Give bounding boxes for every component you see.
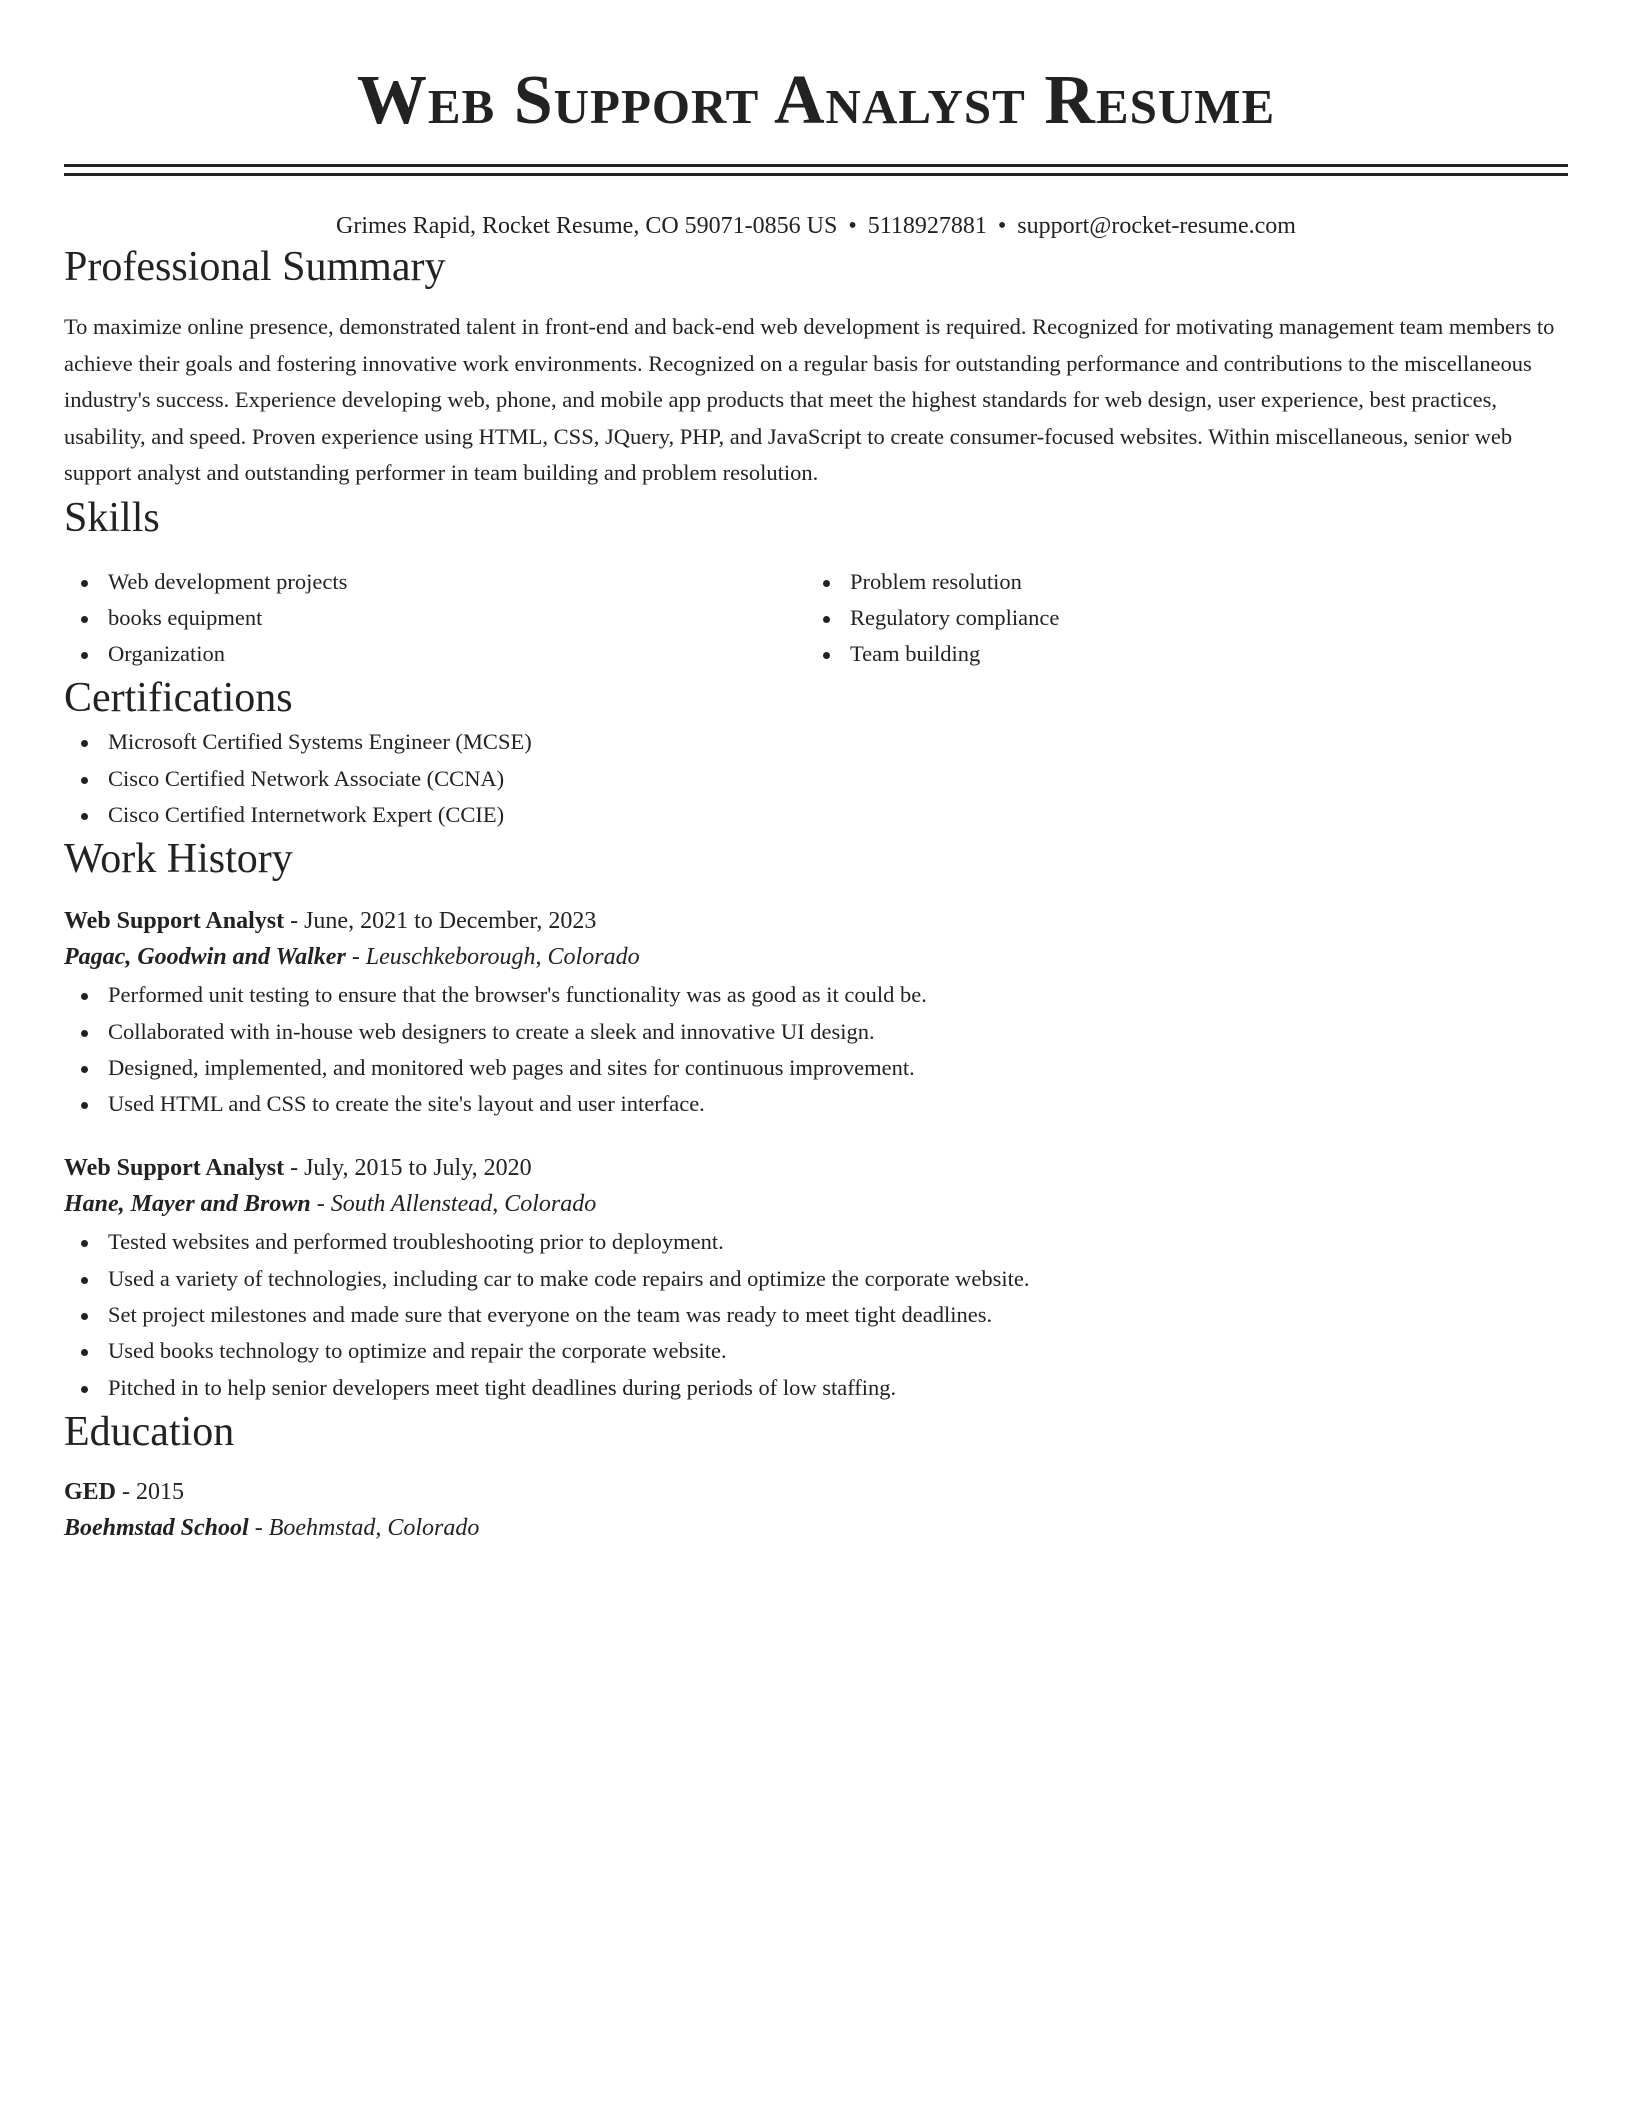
- education-degree-line: [64, 1476, 1568, 1508]
- job-location: - South Allenstead, Colorado: [310, 1191, 597, 1218]
- bullet-icon: [81, 813, 88, 820]
- bullet-icon: [81, 740, 88, 747]
- contact-phone: 5118927881: [867, 213, 987, 239]
- skills-right-list: [806, 564, 1548, 673]
- bullet-icon: [823, 616, 830, 623]
- job-duties-list: [64, 977, 1568, 1122]
- bullet-icon: [823, 580, 830, 587]
- bullet-icon: [81, 993, 88, 1000]
- contact-separator: •: [997, 213, 1007, 239]
- bullet-icon: [81, 616, 88, 623]
- job-duty-text: Set project milestones and made sure that everyone on the team was ready to meet tight deadlines.: [108, 1302, 993, 1328]
- skill-label: Web development projects: [108, 568, 348, 594]
- job-duty-text: Used HTML and CSS to create the site's layout and user interface.: [108, 1091, 705, 1117]
- job-title: Web Support Analyst: [64, 908, 285, 935]
- job-duties-list: [64, 1224, 1568, 1405]
- job-entry: [64, 905, 1568, 1122]
- bullet-icon: [81, 580, 88, 587]
- skill-item: [806, 636, 1548, 672]
- bullet-icon: [81, 1240, 88, 1247]
- skill-label: Regulatory compliance: [850, 604, 1060, 630]
- education-school: Boehmstad School: [64, 1514, 249, 1541]
- contact-email: support@rocket-resume.com: [1017, 213, 1296, 239]
- education-heading: Education: [64, 1408, 235, 1455]
- job-duty: [64, 977, 1568, 1013]
- certification-label: Cisco Certified Network Associate (CCNA): [108, 765, 505, 791]
- job-duty: [64, 1297, 1568, 1333]
- job-location: - Leuschkeborough, Colorado: [345, 944, 640, 971]
- job-duty: [64, 1014, 1568, 1050]
- certification-item: [64, 761, 1568, 797]
- summary-text: To maximize online presence, demonstrated talent in front-end and back-end web development is required. Recognized for motivating management team members to achieve their goals and fostering innovative work environments. Recognized on a regular basis for outstanding performance and contributions to the miscellaneous industry's success. Experience developing web, phone, and mobile app products that meet the highest standards for web design, user experience, best practices, usability, and speed. Proven experience using HTML, CSS, JQuery, PHP, and JavaScript to create consumer-focused websites. Within miscellaneous, senior web support analyst and outstanding performer in team building and problem resolution.: [64, 314, 1555, 485]
- education-degree: GED: [64, 1478, 117, 1505]
- job-duty-text: Collaborated with in-house web designers to create a sleek and innovative UI design.: [108, 1018, 875, 1044]
- certification-label: Microsoft Certified Systems Engineer (MCSE): [108, 729, 532, 755]
- job-dates: - July, 2015 to July, 2020: [284, 1155, 532, 1182]
- certification-item: [64, 724, 1568, 760]
- job-company-line: [64, 937, 1568, 977]
- job-duty: [64, 1050, 1568, 1086]
- skill-label: Problem resolution: [850, 568, 1022, 594]
- job-duty-text: Tested websites and performed troubleshooting prior to deployment.: [108, 1229, 724, 1255]
- job-company: Pagac, Goodwin and Walker: [64, 944, 346, 971]
- skill-label: Organization: [108, 641, 226, 667]
- job-duty-text: Used a variety of technologies, including car to make code repairs and optimize the corporate website.: [108, 1265, 1030, 1291]
- certification-item: [64, 797, 1568, 833]
- bullet-icon: [81, 1313, 88, 1320]
- skill-item: [806, 564, 1548, 600]
- bullet-icon: [81, 652, 88, 659]
- title-divider-top: [64, 164, 1568, 167]
- job-company: Hane, Mayer and Brown: [64, 1191, 311, 1218]
- job-duty-text: Designed, implemented, and monitored web pages and sites for continuous improvement.: [108, 1054, 915, 1080]
- skill-item: [806, 600, 1548, 636]
- certification-label: Cisco Certified Internetwork Expert (CCIE): [108, 801, 505, 827]
- resume-page: [64, 0, 1568, 1548]
- skills-heading: Skills: [64, 494, 160, 541]
- work-history-heading: Work History: [64, 836, 293, 883]
- education-location: - Boehmstad, Colorado: [248, 1514, 480, 1541]
- job-entry: [64, 1152, 1568, 1405]
- bullet-icon: [81, 777, 88, 784]
- education-year: - 2015: [116, 1478, 185, 1505]
- skill-item: [64, 600, 806, 636]
- certifications-list: [64, 724, 1568, 833]
- skill-item: [64, 564, 806, 600]
- bullet-icon: [81, 1349, 88, 1356]
- job-title-line: [64, 1152, 1568, 1184]
- skills-columns: [64, 564, 1568, 673]
- job-duty: [64, 1261, 1568, 1297]
- contact-line: [64, 211, 1568, 241]
- job-duty: [64, 1086, 1568, 1122]
- bullet-icon: [81, 1277, 88, 1284]
- job-duty-text: Performed unit testing to ensure that the browser's functionality was as good as it could be.: [108, 982, 927, 1008]
- job-dates: - June, 2021 to December, 2023: [284, 908, 597, 935]
- job-duty: [64, 1224, 1568, 1260]
- summary-heading: Professional Summary: [64, 244, 446, 290]
- job-company-line: [64, 1184, 1568, 1224]
- bullet-icon: [81, 1102, 88, 1109]
- resume-title: Web Support Analyst Resume: [356, 62, 1276, 139]
- skill-label: books equipment: [108, 604, 263, 630]
- education-school-line: [64, 1508, 1568, 1548]
- job-duty: [64, 1333, 1568, 1369]
- skill-label: Team building: [850, 641, 981, 667]
- skills-left-list: [64, 564, 806, 673]
- job-title-line: [64, 905, 1568, 937]
- contact-address: Grimes Rapid, Rocket Resume, CO 59071-0856 US: [336, 213, 838, 239]
- bullet-icon: [81, 1030, 88, 1037]
- bullet-icon: [823, 652, 830, 659]
- title-divider-bottom: [64, 173, 1568, 176]
- bullet-icon: [81, 1066, 88, 1073]
- job-duty-text: Used books technology to optimize and repair the corporate website.: [108, 1338, 727, 1364]
- certifications-heading: Certifications: [64, 675, 293, 722]
- skill-item: [64, 636, 806, 672]
- job-title: Web Support Analyst: [64, 1155, 285, 1182]
- bullet-icon: [81, 1386, 88, 1393]
- job-duty: [64, 1370, 1568, 1406]
- job-duty-text: Pitched in to help senior developers meet tight deadlines during periods of low staffing.: [108, 1374, 897, 1400]
- contact-separator: •: [848, 213, 857, 239]
